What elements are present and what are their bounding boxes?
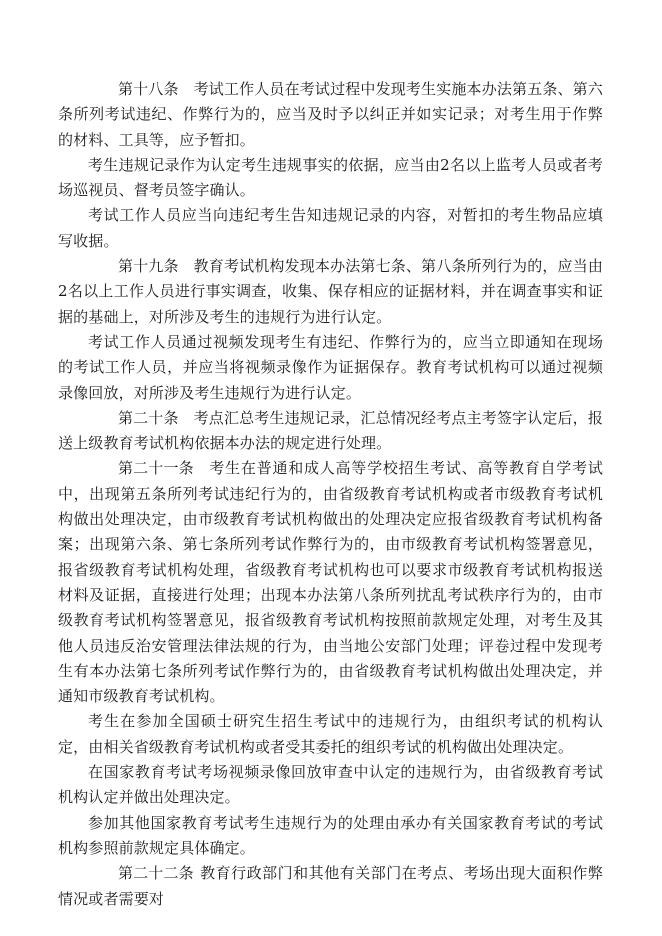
- paragraph-text: 参加其他国家教育考试考生违规行为的处理由承办有关国家教育考试的考试机构参照前款规定具体确定。: [58, 813, 603, 857]
- paragraph-text: 教育行政部门和其他有关部门在考点、考场出现大面积作弊情况或者需要对: [58, 864, 603, 908]
- paragraph-article-20: [58, 406, 603, 457]
- paragraph-article-21: [58, 456, 603, 709]
- article-number: 第二十条: [118, 408, 179, 427]
- paragraph-text: 教育考试机构发现本办法第七条、第八条所列行为的，应当由2名以上工作人员进行事实调查，收集、保存相应的证据材料，并在调查事实和证据的基础上，对所涉及考生的违规行为进行认定。: [58, 257, 603, 326]
- document-body: [58, 77, 603, 912]
- article-number: 第二十二条: [118, 864, 194, 883]
- paragraph-text: 在国家教育考试考场视频录像回放审查中认定的违规行为，由省级教育考试机构认定并做出处理决定。: [58, 763, 603, 807]
- paragraph-article-22: [58, 861, 603, 912]
- paragraph-text: 考生违规记录作为认定考生违规事实的依据，应当由2名以上监考人员或者考场巡视员、督考员签字确认。: [58, 155, 603, 200]
- paragraph: [58, 811, 603, 862]
- paragraph-text: 考试工作人员应当向违纪考生告知违规记录的内容，对暂扣的考生物品应填写收据。: [58, 206, 603, 250]
- paragraph-text: 考点汇总考生违规记录，汇总情况经考点主考签字认定后，报送上级教育考试机构依据本办法的规定进行处理。: [58, 408, 603, 453]
- paragraph: [58, 760, 603, 811]
- paragraph: [58, 330, 603, 406]
- paragraph-text: 考试工作人员在考试过程中发现考生实施本办法第五条、第六条所列考试违纪、作弊行为的，应当及时予以纠正并如实记录；对考生用于作弊的材料、工具等，应予暂扣。: [58, 80, 603, 149]
- paragraph-text: 考试工作人员通过视频发现考生有违纪、作弊行为的，应当立即通知在现场的考试工作人员，并应当将视频录像作为证据保存。教育考试机构可以通过视频录像回放，对所涉及考生违规行为进行认定。: [58, 332, 603, 402]
- paragraph: [58, 153, 603, 204]
- paragraph-text: 考生在普通和成人高等学校招生考试、高等教育自学考试中，出现第五条所列考试违纪行为的，由省级教育考试机构或者市级教育考试机构做出处理决定，由市级教育考试机构做出的处理决定应报省级教育考试机构备案；出现第六条、第七条所列考试作弊行为的，由市级教育考试机构签署意见，报省级教育考试机构处理，省级教育考试机构也可以要求市级教育考试机构报送材料及证据，直接进行处理；出现本办法第八条所列扰乱考试秩序行为的，由市级教育考试机构签署意见，报省级教育考试机构按照前款规定处理，对考生及其他人员违反治安管理法律法规的行为，由当地公安部门处理；评卷过程中发现考生有本办法第七条所列考试作弊行为的，由省级教育考试机构做出处理决定，并通知市级教育考试机构。: [58, 459, 603, 706]
- paragraph-article-18: [58, 77, 603, 153]
- article-number: 第十八条: [118, 80, 179, 98]
- article-number: 第二十一条: [118, 459, 194, 478]
- paragraph-article-19: [58, 254, 603, 330]
- paragraph: [58, 203, 603, 254]
- article-number: 第十九条: [118, 257, 179, 276]
- paragraph-text: 考生在参加全国硕士研究生招生考试中的违规行为，由组织考试的机构认定，由相关省级教育考试机构或者受其委托的组织考试的机构做出处理决定。: [58, 712, 603, 756]
- paragraph: [58, 709, 603, 760]
